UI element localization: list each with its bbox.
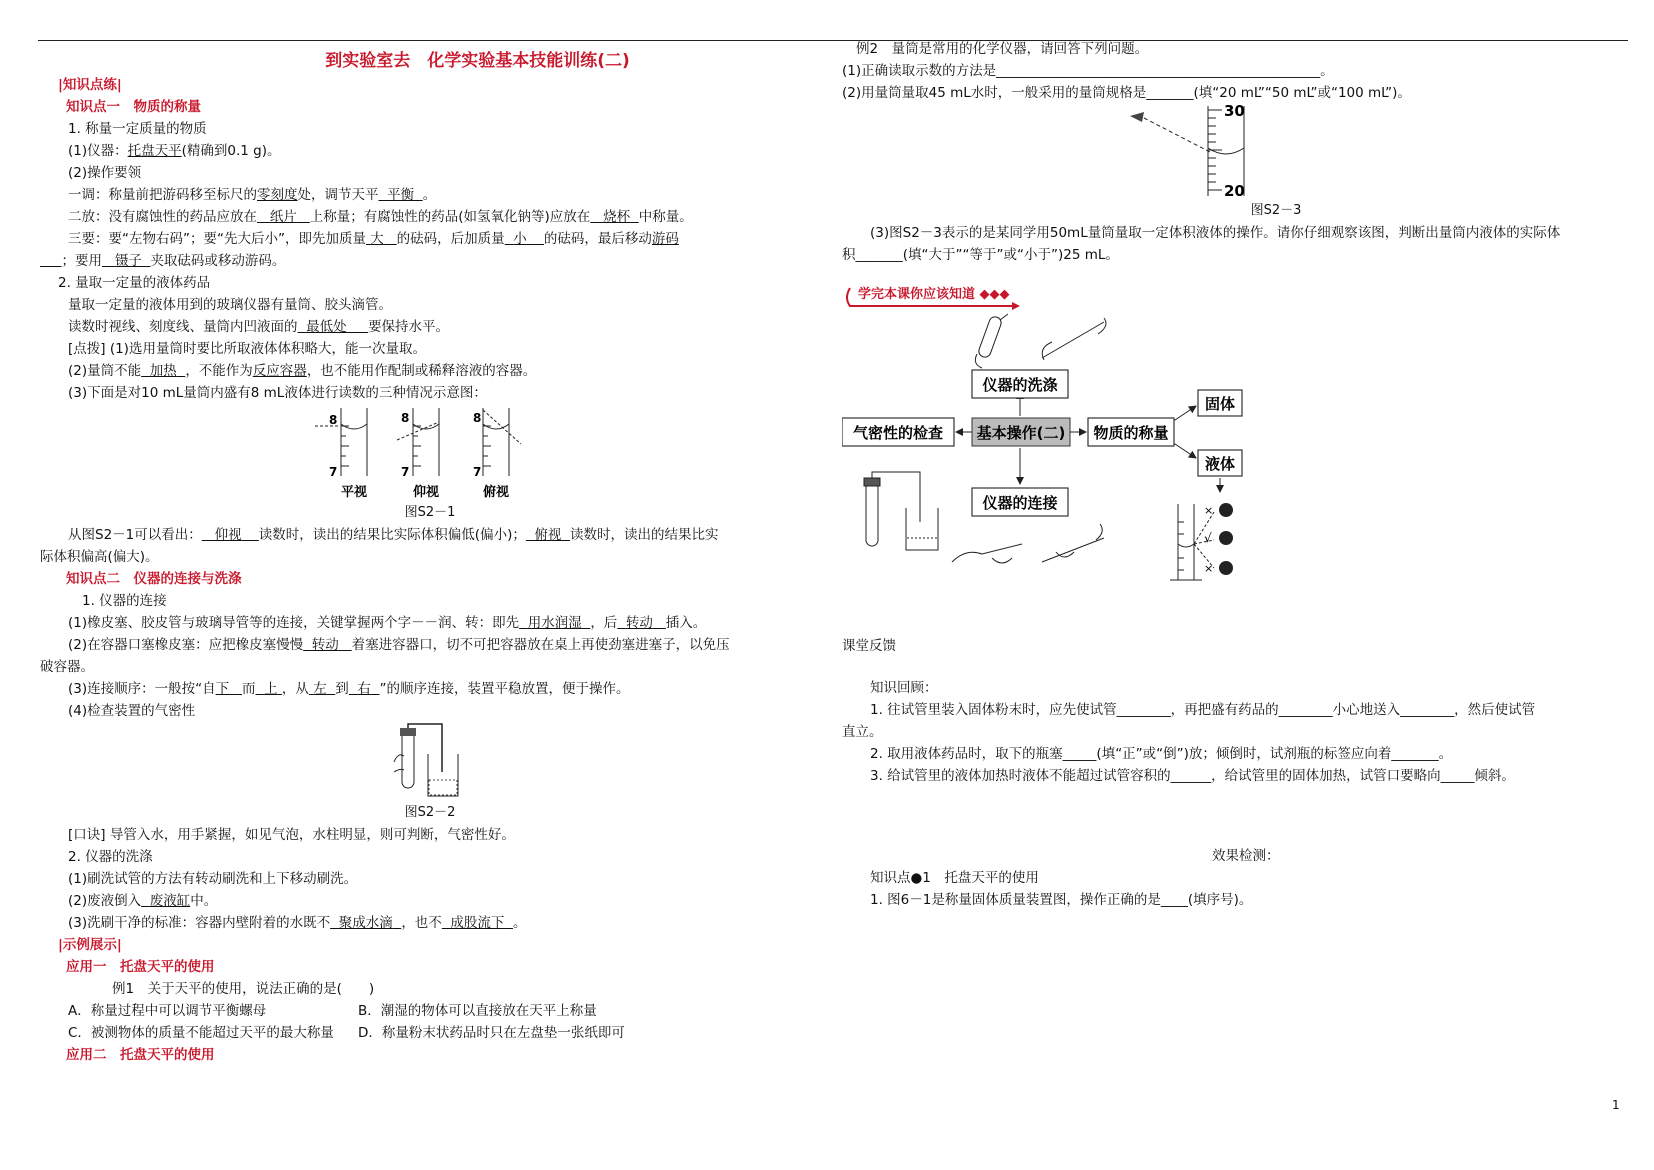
option-b: B．潮湿的物体可以直接放在天平上称量 bbox=[358, 1003, 597, 1019]
text-line: (2)操作要领 bbox=[68, 165, 142, 181]
node-center bbox=[972, 418, 1070, 446]
review-q2: 2. 取用液体药品时，取下的瓶塞_____(填“正”或“倒”)放；倾倒时，试剂瓶的标签应向着_______。 bbox=[870, 746, 1453, 762]
figure-s2-2 bbox=[390, 722, 470, 802]
question-line: 积_______(填“大于”“等于”或“小于”)25 mL。 bbox=[842, 247, 1119, 263]
figure-caption: 图S2－2 bbox=[404, 805, 456, 820]
banner-text: 学完本课你应该知道 ◆◆◆ bbox=[858, 287, 1010, 302]
tick-label-20: 20 bbox=[1224, 182, 1245, 200]
check-heading: 效果检测： bbox=[1212, 848, 1280, 864]
node-washing bbox=[972, 370, 1068, 398]
review-heading: 知识回顾： bbox=[870, 680, 938, 696]
summary-banner bbox=[842, 284, 1222, 312]
text-line: ；要用 镊子 夹取砝码或移动游码。 bbox=[61, 253, 286, 269]
text-line: (3)连接顺序：一般按“自下 而 上 ，从 左 到 右 ”的顺序连接，装置平稳放置，便于操作。 bbox=[68, 681, 630, 697]
section-heading: |示例展示| bbox=[58, 937, 122, 953]
tick-label: 7 bbox=[329, 465, 338, 479]
review-q3: 3. 给试管里的液体加热时液体不能超过试管容积的______，给试管里的固体加热，试管口要略向_____倾斜。 bbox=[870, 768, 1515, 784]
knowledge-point-1: 知识点一 物质的称量 bbox=[66, 99, 201, 115]
tick-label: 8 bbox=[401, 411, 410, 425]
node-label: 液体 bbox=[1204, 455, 1236, 473]
text-line: 1. 称量一定质量的物质 bbox=[68, 121, 207, 137]
left-column bbox=[40, 44, 820, 1066]
face-icon bbox=[1219, 531, 1233, 545]
wrong-mark: × bbox=[1204, 562, 1214, 575]
beaker bbox=[428, 754, 458, 796]
question-line: (2)用量筒量取45 mL水时，一般采用的量筒规格是_______(填“20 mL”“50 mL”或“100 mL”)。 bbox=[842, 85, 1411, 101]
text-line: (3)洗刷干净的标准：容器内壁附着的水既不 聚成水滴 ，也不 成股流下 。 bbox=[68, 915, 527, 931]
text-line: 三要：要“左物右码”；要“先大后小”，即先加质量 大 的砝码，后加质量 小 的砝码，最后移动游码 bbox=[68, 231, 679, 247]
check-q1: 1. 图6－1是称量固体质量装置图，操作正确的是____(填序号)。 bbox=[870, 892, 1253, 908]
eye-icon bbox=[1130, 112, 1144, 122]
review-q1-cont: 直立。 bbox=[842, 724, 883, 740]
tick-marks bbox=[1208, 110, 1222, 190]
tube-washing-drawing bbox=[975, 314, 1106, 368]
label-look-up: 仰视 bbox=[413, 485, 440, 500]
text-line: 一调：称量前把游码移至标尺的零刻度处，调节天平 平衡 。 bbox=[68, 187, 437, 203]
example-1: 例1 关于天平的使用，说法正确的是( ) bbox=[112, 981, 375, 997]
text-line: 1. 仪器的连接 bbox=[82, 593, 167, 609]
face-icon bbox=[1219, 503, 1233, 517]
tube-connection-drawing bbox=[952, 524, 1104, 563]
review-q1: 1. 往试管里装入固体粉末时，应先使试管________，再把盛有药品的________小心地送入________，然后使试管 bbox=[870, 702, 1536, 718]
tick-label: 7 bbox=[473, 465, 482, 479]
text-line: 2. 量取一定量的液体药品 bbox=[58, 275, 211, 291]
application-2: 应用二 托盘天平的使用 bbox=[66, 1047, 215, 1063]
feedback-heading: 课堂反馈 bbox=[842, 638, 896, 654]
meniscus bbox=[1208, 148, 1244, 154]
tick-label: 8 bbox=[473, 411, 482, 425]
node-weighing bbox=[1088, 418, 1174, 446]
tick-label: 7 bbox=[401, 465, 410, 479]
page-number: 1 bbox=[1612, 1098, 1620, 1112]
text-line: 二放：没有腐蚀性的药品应放在 纸片 上称量；有腐蚀性的药品(如氢氧化钠等)应放在 烧杯 中称量。 bbox=[68, 209, 693, 225]
node-liquid bbox=[1198, 450, 1242, 476]
concept-map bbox=[842, 312, 1282, 612]
node-label: 气密性的检查 bbox=[852, 424, 944, 442]
figure-s2-3 bbox=[1122, 104, 1322, 200]
figure-s2-1 bbox=[315, 404, 545, 502]
question-line: (3)图S2－3表示的是某同学用50mL量筒量取一定体积液体的操作。请你仔细观察该图，判断出量筒内液体的实际体 bbox=[870, 225, 1561, 241]
node-label: 仪器的连接 bbox=[982, 494, 1058, 512]
cylinder-level-view bbox=[315, 408, 367, 500]
face-icon bbox=[1219, 561, 1233, 575]
text-line: 际体积偏高(偏大)。 bbox=[40, 549, 159, 565]
text-line: 量取一定量的液体用到的玻璃仪器有量筒、胶头滴管。 bbox=[68, 297, 392, 313]
option-c: C．被测物体的质量不能超过天平的最大称量 bbox=[68, 1025, 334, 1041]
knowledge-point-2: 知识点二 仪器的连接与洗涤 bbox=[66, 571, 242, 587]
airtight-apparatus-drawing bbox=[864, 472, 938, 550]
question-line: (1)正确读取示数的方法是________________________________________________。 bbox=[842, 63, 1334, 79]
correct-mark: √ bbox=[1204, 531, 1212, 545]
option-row bbox=[40, 1022, 820, 1044]
text-line: 破容器。 bbox=[40, 659, 94, 675]
water bbox=[429, 780, 457, 795]
node-airtight bbox=[842, 418, 954, 446]
node-label: 基本操作(二) bbox=[976, 424, 1066, 442]
text-line: (2)废液倒入 废液缸中。 bbox=[68, 893, 218, 909]
cylinder-look-up bbox=[397, 408, 439, 500]
node-connection bbox=[972, 488, 1068, 516]
text-line: (2)在容器口塞橡皮塞：应把橡皮塞慢慢 转动 着塞进容器口，切不可把容器放在桌上再使劲塞进塞子，以免压 bbox=[68, 637, 730, 653]
label-level: 平视 bbox=[341, 485, 368, 500]
text-line: [点拨] (1)选用量筒时要比所取液体体积略大，能一次量取。 bbox=[68, 341, 426, 357]
node-label: 仪器的洗涤 bbox=[982, 376, 1058, 394]
page-title: 到实验室去 化学实验基本技能训练(二) bbox=[325, 51, 630, 71]
text-line: (3)下面是对10 mL量筒内盛有8 mL液体进行读数的三种情况示意图： bbox=[68, 385, 487, 401]
text-line: (1)刷洗试管的方法有转动刷洗和上下移动刷洗。 bbox=[68, 871, 358, 887]
node-label: 固体 bbox=[1204, 395, 1236, 413]
text-line: (4)检查装置的气密性 bbox=[68, 703, 196, 719]
section-heading: |知识点练| bbox=[58, 77, 122, 93]
figure-caption: 图S2－3 bbox=[1250, 203, 1302, 218]
text-line: 从图S2－1可以看出： 仰视 读数时，读出的结果比实际体积偏低(偏小)； 俯视 读数时，读出的结果比实 bbox=[68, 527, 719, 543]
option-a: A．称量过程中可以调节平衡螺母 bbox=[68, 1003, 267, 1019]
node-solid bbox=[1198, 390, 1242, 416]
tick-label: 8 bbox=[329, 413, 338, 427]
cylinder-look-down bbox=[473, 408, 521, 500]
text-line: (1)仪器：托盘天平(精确到0.1 g)。 bbox=[68, 143, 281, 159]
option-d: D．称量粉末状药品时只在左盘垫一张纸即可 bbox=[358, 1025, 625, 1041]
text-line: (2)量筒不能 加热 ，不能作为反应容器，也不能用作配制或稀释溶液的容器。 bbox=[68, 363, 537, 379]
text-line: 2. 仪器的洗涤 bbox=[68, 849, 153, 865]
tick-label-30: 30 bbox=[1224, 104, 1245, 120]
right-column bbox=[842, 38, 1632, 911]
wrong-mark: × bbox=[1204, 504, 1214, 517]
stopper bbox=[400, 728, 416, 736]
figure-caption: 图S2－1 bbox=[404, 505, 456, 520]
option-row bbox=[40, 1000, 820, 1022]
text-line: (1)橡皮塞、胶皮管与玻璃导管等的连接，关键掌握两个字－－润、转：即先 用水润湿 ，后 转动 插入。 bbox=[68, 615, 707, 631]
test-tube bbox=[402, 730, 414, 788]
node-label: 物质的称量 bbox=[1093, 424, 1169, 442]
text-line: [口诀] 导管入水，用手紧握，如见气泡，水柱明显，则可判断，气密性好。 bbox=[68, 827, 515, 843]
application-1: 应用一 托盘天平的使用 bbox=[66, 959, 215, 975]
example-2: 例2 量筒是常用的化学仪器，请回答下列问题。 bbox=[856, 41, 1149, 57]
check-kp: 知识点●1 托盘天平的使用 bbox=[870, 870, 1039, 886]
label-look-down: 俯视 bbox=[483, 485, 510, 500]
sight-line bbox=[1144, 118, 1210, 152]
text-line: 读数时视线、刻度线、量筒内凹液面的 最低处 要保持水平。 bbox=[68, 319, 450, 335]
